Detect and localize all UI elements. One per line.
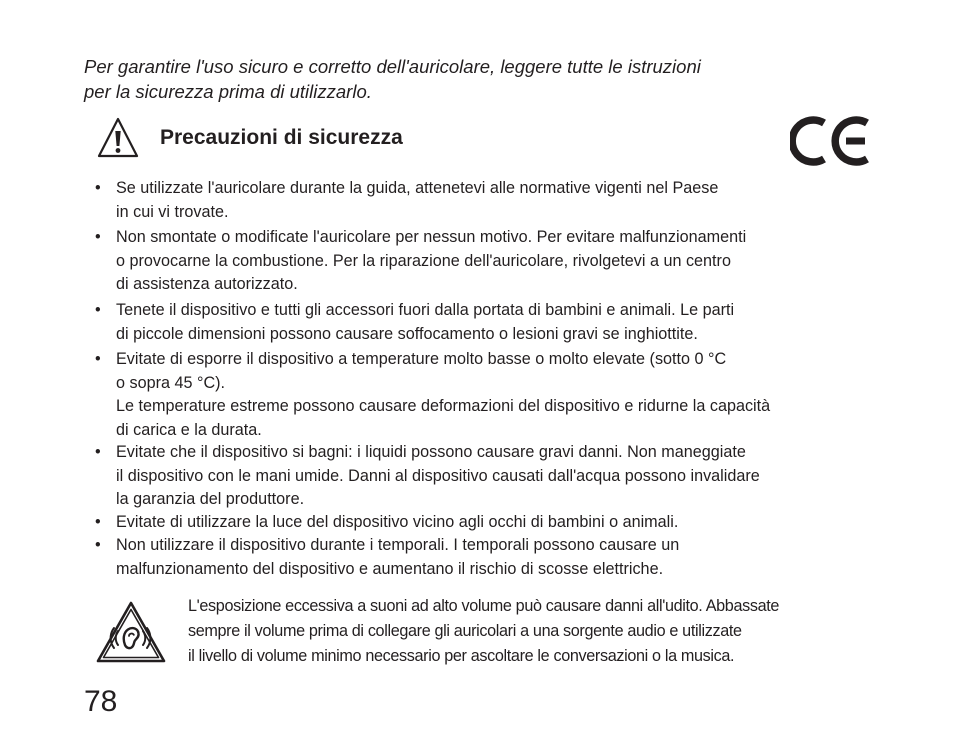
- safety-bullet-item: [95, 511, 678, 535]
- safety-bullet-item: [95, 441, 760, 512]
- bullet-line: di piccole dimensioni possono causare soffocamento o lesioni gravi se inghiottite.: [116, 324, 698, 343]
- notice-line: L'esposizione eccessiva a suoni ad alto volume può causare danni all'udito. Abbassate: [188, 597, 780, 615]
- intro-line: Per garantire l'uso sicuro e corretto dell'auricolare, leggere tutte le istruzioni: [84, 56, 701, 77]
- bullet-line: di assistenza autorizzato.: [116, 275, 298, 293]
- bullet-line: malfunzionamento del dispositivo e aumentano il rischio di scosse elettriche.: [116, 559, 664, 578]
- bullet-line: o sopra 45 °C).: [116, 373, 226, 392]
- safety-bullet-item: [95, 534, 679, 581]
- bullet-line: di carica e la durata.: [116, 420, 262, 439]
- bullet-dot: •: [95, 443, 101, 461]
- ce-mark-icon: [790, 112, 872, 170]
- section-title: Precauzioni di sicurezza: [160, 126, 403, 149]
- bullet-dot: •: [95, 513, 101, 531]
- bullet-dot: •: [95, 536, 101, 554]
- bullet-line: Le temperature estreme possono causare deformazioni del dispositivo e ridurne la capacità: [116, 397, 771, 415]
- bullet-line: Evitate di utilizzare la luce del dispositivo vicino agli occhi di bambini o animali.: [116, 513, 679, 531]
- bullet-line: Se utilizzate l'auricolare durante la guida, attenetevi alle normative vigenti nel Paese: [116, 179, 719, 197]
- bullet-dot: •: [95, 350, 101, 368]
- notice-line: sempre il volume prima di collegare gli auricolari a una sorgente audio e utilizzate: [188, 622, 742, 640]
- safety-bullet-item: [95, 299, 734, 346]
- bullet-line: in cui vi trovate.: [116, 202, 229, 221]
- hearing-damage-warning-icon: [95, 600, 167, 664]
- page-number: 78: [84, 685, 118, 718]
- warning-triangle-icon: [96, 116, 140, 160]
- bullet-line: Tenete il dispositivo e tutti gli accessori fuori dalla portata di bambini e animali. Le parti: [116, 301, 735, 319]
- hearing-notice-text: [188, 594, 779, 669]
- safety-bullet-item: [95, 226, 746, 297]
- bullet-line: Non smontate o modificate l'auricolare per nessun motivo. Per evitare malfunzionamenti: [116, 228, 747, 246]
- intro-line: per la sicurezza prima di utilizzarlo.: [84, 81, 372, 102]
- bullet-line: o provocarne la combustione. Per la riparazione dell'auricolare, rivolgetevi a un centro: [116, 251, 731, 270]
- bullet-line: Non utilizzare il dispositivo durante i temporali. I temporali possono causare un: [116, 536, 680, 554]
- notice-line: il livello di volume minimo necessario per ascoltare le conversazioni o la musica.: [188, 647, 735, 665]
- bullet-dot: •: [95, 179, 101, 197]
- bullet-dot: •: [95, 301, 101, 319]
- safety-bullet-item: [95, 348, 770, 442]
- bullet-line: Evitate di esporre il dispositivo a temperature molto basse o molto elevate (sotto 0 °C: [116, 350, 727, 368]
- bullet-line: Evitate che il dispositivo si bagni: i liquidi possono causare gravi danni. Non maneggiate: [116, 443, 746, 461]
- bullet-line: la garanzia del produttore.: [116, 490, 305, 508]
- bullet-dot: •: [95, 228, 101, 246]
- intro-text: [84, 54, 864, 104]
- bullet-line: il dispositivo con le mani umide. Danni al dispositivo causati dall'acqua possono invalidare: [116, 466, 760, 485]
- safety-bullet-item: [95, 177, 718, 224]
